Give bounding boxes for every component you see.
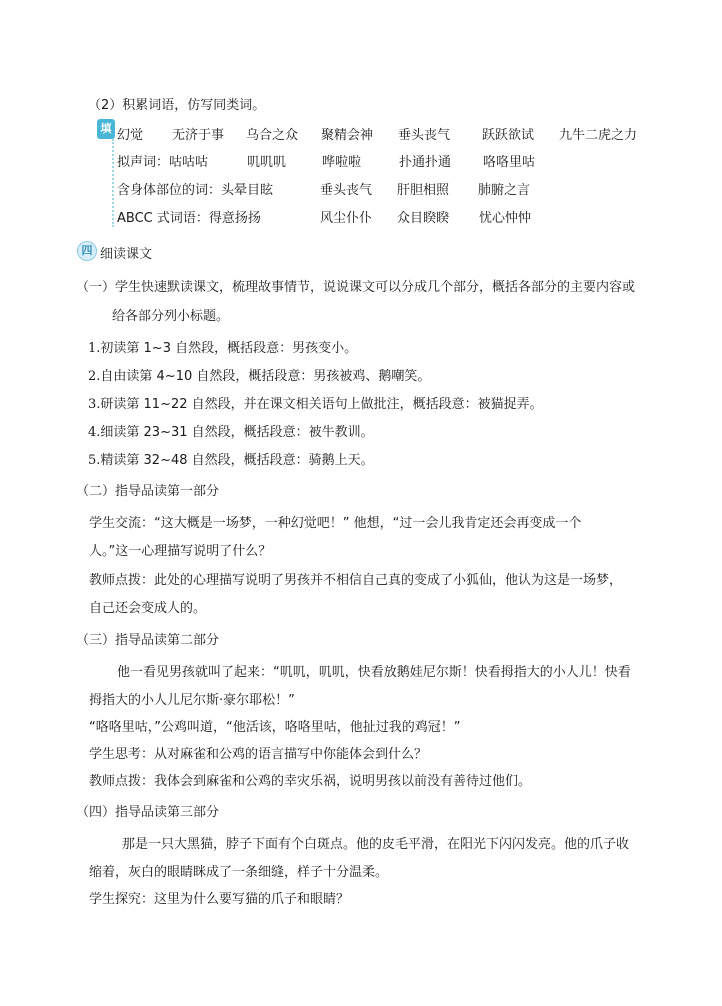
student-exchange-line1: 学生交流：“这大概是一场梦，一种幻觉吧！” 他想，“过一会儿我肯定还会再变成一个 bbox=[89, 516, 582, 531]
student-explore: 学生探究：这里为什么要写猫的爪子和眼睛？ bbox=[89, 892, 350, 907]
word-item: 乌合之众 bbox=[246, 128, 299, 143]
part3-heading: （三）指导品读第二部分 bbox=[76, 633, 220, 648]
word-item: 跃跃欲试 bbox=[482, 128, 535, 143]
quote-line1: 他一看见男孩就叫了起来：“叽叽，叽叽，快看放鹅娃尼尔斯！快看拇指大的小人儿！快看 bbox=[117, 665, 631, 680]
section-title: 细读课文 bbox=[100, 247, 153, 262]
subsection-heading: （2）积累词语，仿写同类词。 bbox=[88, 98, 266, 113]
word-item: 咯咯里咕 bbox=[483, 155, 536, 170]
passage-line2: 缩着，灰白的眼睛眯成了一条细缝，样子十分温柔。 bbox=[89, 865, 389, 880]
row-label: ABCC 式词语：得意扬扬 bbox=[117, 211, 261, 226]
word-item: 无济于事 bbox=[172, 128, 225, 143]
fill-in-badge: 填 bbox=[97, 119, 115, 139]
passage-line1: 那是一只大黑猫，脖子下面有个白斑点。他的皮毛平滑，在阳光下闪闪发亮。他的爪子收 bbox=[122, 837, 630, 852]
word-item: 幻觉 bbox=[117, 128, 144, 143]
part1-prompt-line2: 给各部分列小标题。 bbox=[112, 309, 230, 324]
word-item: 扑通扑通 bbox=[399, 155, 452, 170]
word-item: 肝胆相照 bbox=[397, 183, 450, 198]
student-think: 学生思考：从对麻雀和公鸡的语言描写中你能体会到什么？ bbox=[89, 747, 428, 762]
word-item: 哗啦啦 bbox=[322, 155, 362, 170]
divider-line bbox=[112, 139, 114, 227]
teacher-note: 教师点拨：我体会到麻雀和公鸡的幸灾乐祸，说明男孩以前没有善待过他们。 bbox=[89, 774, 532, 789]
word-item: 垂头丧气 bbox=[398, 128, 451, 143]
student-exchange-line2: 人。”这一心理描写说明了什么？ bbox=[89, 544, 272, 559]
word-item: 众目睽睽 bbox=[397, 211, 450, 226]
row-label: 含身体部位的词：头晕目眩 bbox=[117, 183, 274, 198]
list-item: 2.自由读第 4~10 自然段，概括段意：男孩被鸡、鹅嘲笑。 bbox=[88, 369, 431, 384]
word-item: 风尘仆仆 bbox=[320, 211, 373, 226]
part1-prompt-line1: （一）学生快速默读课文，梳理故事情节，说说课文可以分成几个部分，概括各部分的主要内容或 bbox=[76, 280, 636, 295]
word-item: 聚精会神 bbox=[321, 128, 374, 143]
word-item: 垂头丧气 bbox=[320, 183, 373, 198]
word-item: 九牛二虎之力 bbox=[559, 128, 638, 143]
word-item: 忧心忡忡 bbox=[479, 211, 532, 226]
word-item: 叽叽叽 bbox=[247, 155, 287, 170]
part4-heading: （四）指导品读第三部分 bbox=[76, 805, 220, 820]
list-item: 4.细读第 23~31 自然段，概括段意：被牛教训。 bbox=[88, 425, 374, 440]
list-item: 5.精读第 32~48 自然段，概括段意：骑鹅上天。 bbox=[88, 453, 374, 468]
list-item: 3.研读第 11~22 自然段，并在课文相关语句上做批注，概括段意：被猫捉弄。 bbox=[88, 397, 543, 412]
teacher-note-line2: 自己还会变成人的。 bbox=[89, 601, 207, 616]
teacher-note-line1: 教师点拨：此处的心理描写说明了男孩并不相信自己真的变成了小狐仙，他认为这是一场梦， bbox=[89, 573, 623, 588]
part2-heading: （二）指导品读第一部分 bbox=[76, 484, 220, 499]
section-number-badge: 四 bbox=[77, 241, 97, 261]
word-item: 肺腑之言 bbox=[478, 183, 531, 198]
row-label: 拟声词：咕咕咕 bbox=[117, 155, 209, 170]
quote-line3: “咯咯里咕，”公鸡叫道，“他活该，咯咯里咕，他扯过我的鸡冠！” bbox=[89, 720, 461, 735]
quote-line2: 拇指大的小人儿尼尔斯·豪尔耶松！” bbox=[89, 693, 295, 708]
list-item: 1.初读第 1~3 自然段，概括段意：男孩变小。 bbox=[88, 341, 358, 356]
